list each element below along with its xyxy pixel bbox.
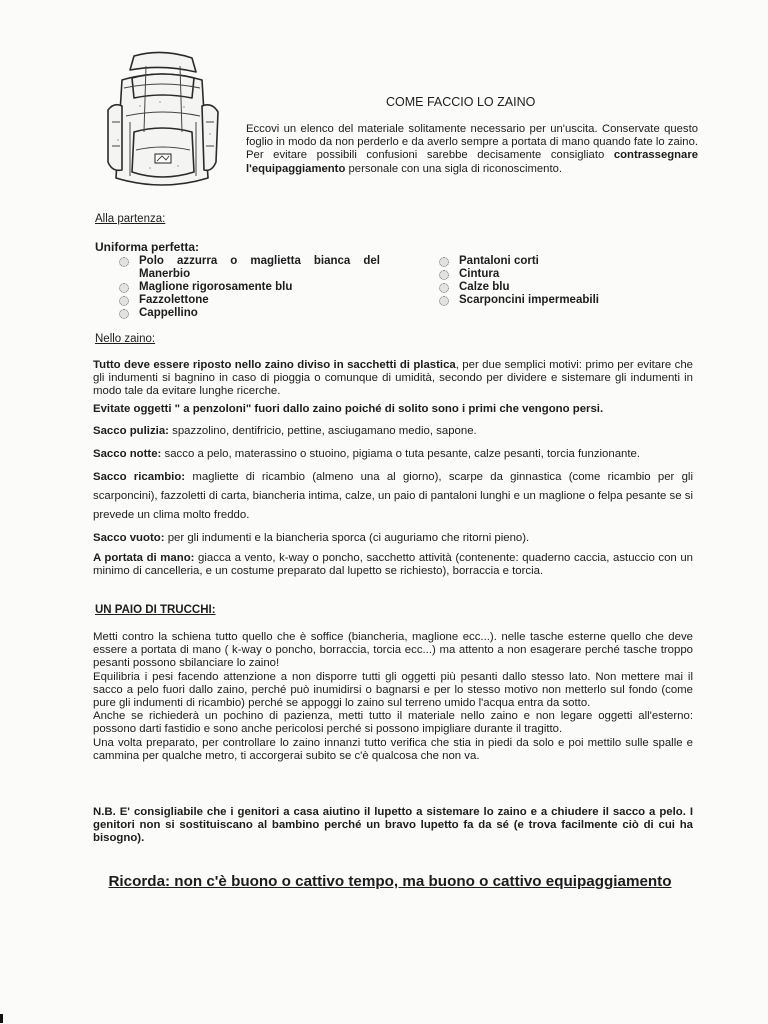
bullet-icon	[439, 257, 449, 267]
section-sacco-ricambio: Sacco ricambio: magliette di ricambio (almeno una al giorno), scarpe da ginnastica (come ricambio per gli scarponcini), fazzoletti di carta, biancheria intima, calze, un paio di pantaloni lunghi e un maglione o felpa pesante se si prevede un clima molto freddo.	[93, 470, 693, 521]
parents-note: N.B. E' consigliabile che i genitori a casa aiutino il lupetto a sistemare lo zaino e a chiudere il sacco a pelo. I genitori non si sostituiscano al bambino perché un bravo lupetto fa da sé (e trova facilmente ciò di cui ha bisogno).	[93, 806, 693, 845]
uniform-list-left	[115, 255, 380, 320]
tricks-section	[93, 631, 693, 763]
list-item: Maglione rigorosamente blu	[115, 281, 380, 294]
intro-text-bold: contrassegnare l'equipaggiamento	[246, 149, 698, 175]
backpack-section	[93, 359, 693, 579]
section-sacco-vuoto: Sacco vuoto: per gli indumenti e la biancheria sporca (ci auguriamo che ritorni pieno).	[93, 531, 530, 544]
trick-paragraph: Metti contro la schiena tutto quello che è soffice (biancheria, maglione ecc...). nelle tasche esterne quello che deve essere a portata di mano ( k-way o poncho, borraccia, torcia ecc...) ma attento a non esagerare perché tasche troppo pesanti possono sbilanciare lo zaino!	[93, 631, 693, 670]
intro-text-end: personale con una sigla di riconoscimento.	[345, 162, 563, 175]
trick-paragraph: Anche se richiederà un pochino di pazienza, metti tutto il materiale nello zaino e non legare oggetti all'esterno: possono darti fastidio e sono anche pericolosi perché si possono impigliare durante il tragitto.	[93, 710, 693, 736]
trick-paragraph: Equilibria i pesi facendo attenzione a non disporre tutti gli oggetti più pesanti dallo stesso lato. Non mettere mai il sacco a pelo fuori dallo zaino, perché può inumidirsi o bagnarsi e per lo stesso motivo non metterlo sul fondo (come pure gli indumenti di ricambio) perché se appoggi lo zaino sul terreno umido l'acqua entra da sotto.	[93, 670, 693, 710]
section-sacco-pulizia: Sacco pulizia: spazzolino, dentifricio, pettine, asciugamano medio, sapone.	[93, 424, 477, 437]
bullet-icon	[119, 257, 129, 267]
list-item: Cintura	[435, 268, 675, 281]
tricks-heading: UN PAIO DI TRUCCHI:	[95, 604, 216, 616]
hanging-items-warning: Evitate oggetti " a penzoloni" fuori dallo zaino poiché di solito sono i primi che vengono persi.	[93, 402, 604, 415]
list-item: Calze blu	[435, 281, 675, 294]
list-item: Fazzolettone	[115, 294, 380, 307]
uniform-title: Uniforma perfetta:	[95, 240, 200, 254]
backpack-illustration	[100, 50, 225, 200]
section-sacco-notte: Sacco notte: sacco a pelo, materassino o stuoino, pigiama o tuta pesante, calze pesanti, torcia funzionante.	[93, 447, 641, 460]
bullet-icon	[119, 309, 129, 319]
plastic-bags-paragraph: Tutto deve essere riposto nello zaino diviso in sacchetti di plastica, per due semplici motivi: primo per evitare che gli indumenti si bagnino in caso di pioggia o comunque di umidità, secondo per dividere e sistemare gli indumenti in modo tale da evitare lunghe ricerche.	[93, 359, 694, 398]
backpack-heading: Nello zaino:	[95, 333, 156, 345]
bullet-icon	[119, 283, 129, 293]
page-title: COME FACCIO LO ZAINO	[386, 95, 536, 109]
scan-mark	[0, 1014, 3, 1023]
section-portata-di-mano: A portata di mano: giacca a vento, k-way o poncho, sacchetto attività (contenente: quaderno caccia, astuccio con un minimo di cancelleria, e un costume preparato dal lupetto se richiesto), borraccia e torcia.	[93, 551, 693, 578]
list-item: Pantaloni corti	[435, 255, 675, 268]
list-item: Scarponcini impermeabili	[435, 294, 675, 307]
bullet-icon	[119, 296, 129, 306]
trick-paragraph: Una volta preparato, per controllare lo zaino innanzi tutto verifica che stia in piedi da solo e poi mettilo sulle spalle e cammina per qualche metro, ti accorgerai subito se c'è qualcosa che non va.	[93, 736, 693, 762]
bullet-icon	[439, 270, 449, 280]
list-item: Cappellino	[115, 307, 380, 320]
list-item: Polo azzurra o maglietta bianca del Manerbio	[115, 255, 380, 281]
intro-text-start: Eccovi un elenco del materiale solitamente necessario per un'uscita. Conservate questo foglio in modo da non perderlo e da averlo sempre a portata di mano quando fate lo zaino. Per evitare possibili confusioni sarebbe decisamente consigliato	[246, 123, 698, 162]
uniform-list-right	[435, 255, 675, 307]
bullet-icon	[439, 296, 449, 306]
intro-paragraph	[246, 123, 698, 176]
departure-heading: Alla partenza:	[95, 213, 166, 225]
closing-motto: Ricorda: non c'è buono o cattivo tempo, ma buono o cattivo equipaggiamento	[108, 873, 672, 890]
bullet-icon	[439, 283, 449, 293]
